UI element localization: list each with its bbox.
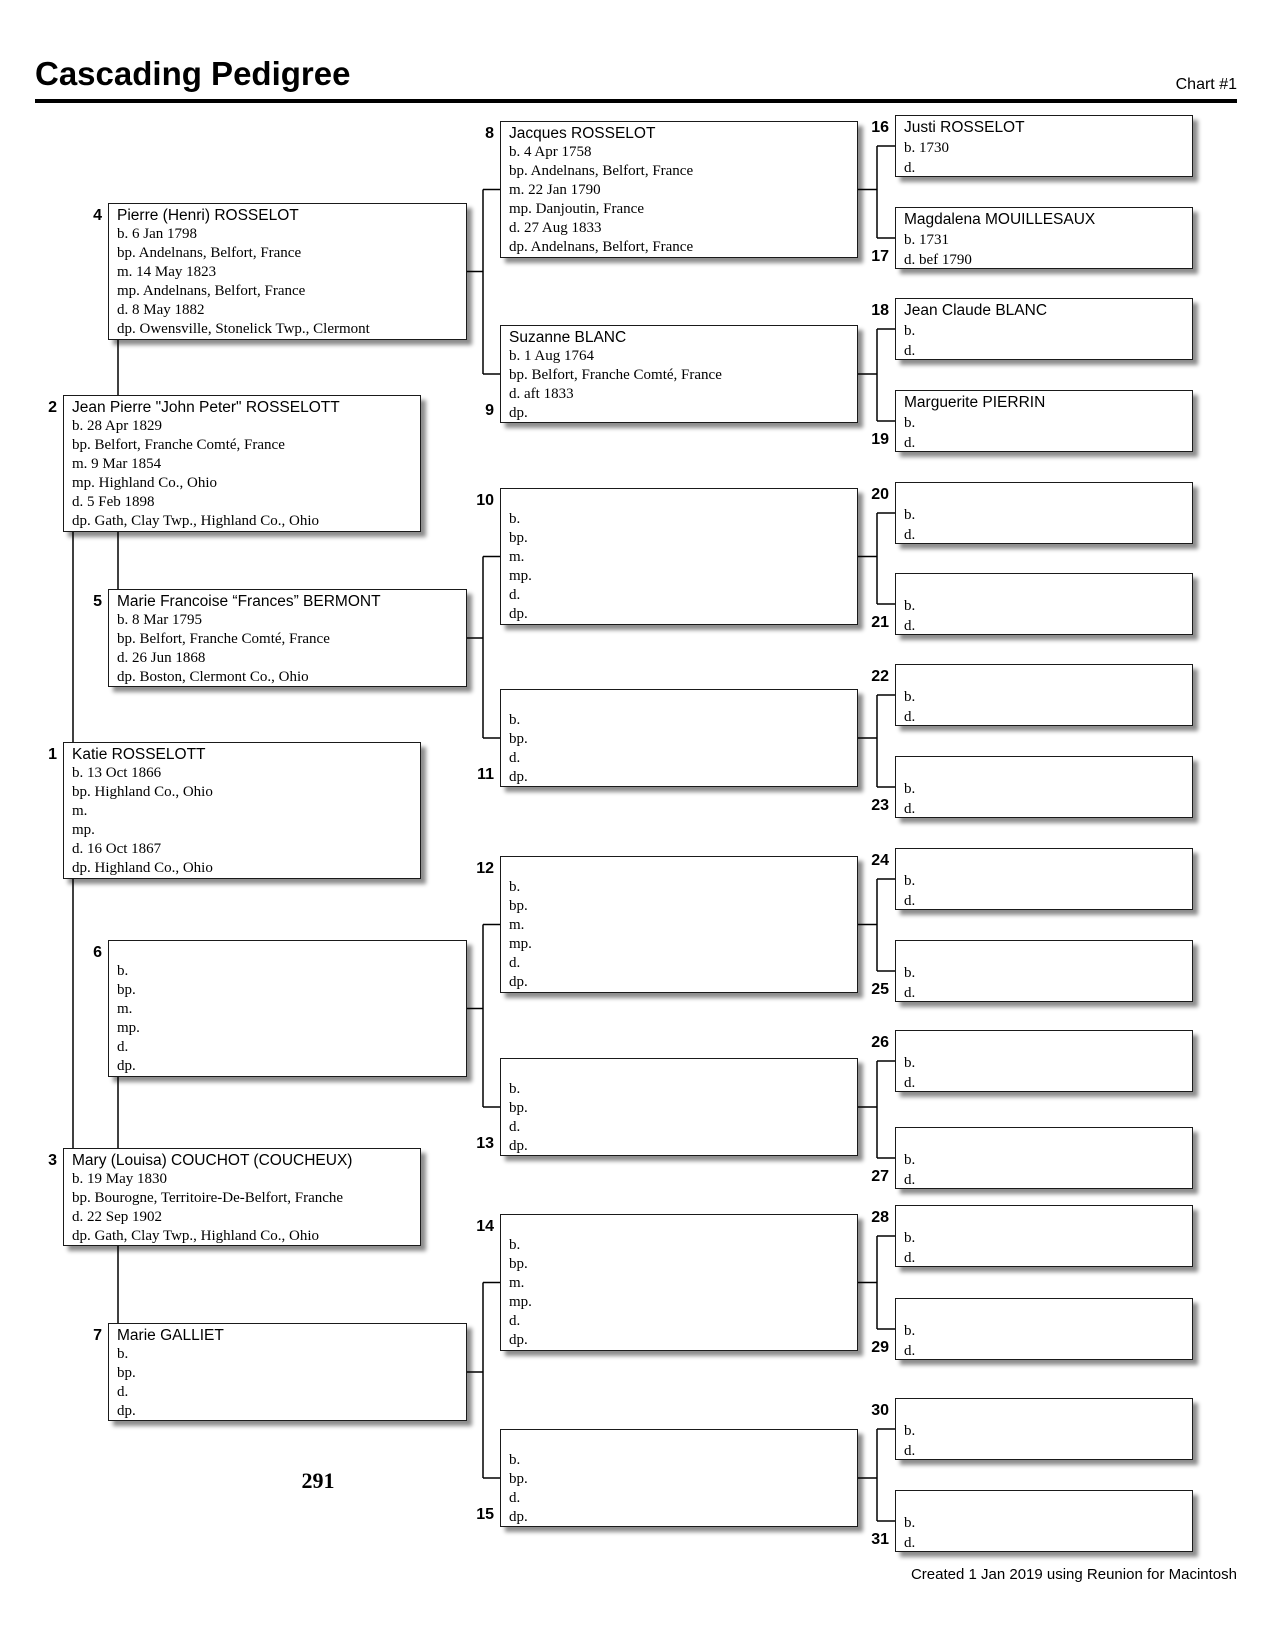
person-detail-10-2: m.: [509, 549, 525, 565]
person-number-13: 13: [476, 1135, 494, 1152]
person-detail-25-1: d.: [904, 985, 916, 1001]
person-box-5: [108, 589, 467, 687]
person-number-30: 30: [871, 1402, 889, 1419]
person-detail-21-1: d.: [904, 618, 916, 634]
person-detail-18-1: d.: [904, 343, 916, 359]
person-number-11: 11: [477, 766, 494, 783]
person-detail-12-2: m.: [509, 917, 525, 933]
person-detail-5-3: dp. Boston, Clermont Co., Ohio: [117, 669, 309, 685]
person-number-4: 4: [93, 207, 102, 224]
person-detail-7-0: b.: [117, 1346, 129, 1362]
person-detail-6-5: dp.: [117, 1058, 136, 1074]
person-number-21: 21: [871, 614, 889, 631]
person-name-7: Marie GALLIET: [117, 1327, 224, 1344]
person-detail-30-0: b.: [904, 1423, 916, 1439]
person-name-22: [904, 667, 1186, 687]
person-detail-12-5: dp.: [509, 974, 528, 990]
person-detail-15-1: bp.: [509, 1471, 528, 1487]
person-number-27: 27: [871, 1168, 889, 1185]
person-detail-6-2: m.: [117, 1001, 133, 1017]
person-box-6: [108, 940, 467, 1077]
person-detail-30-1: d.: [904, 1443, 916, 1459]
person-detail-2-0: b. 28 Apr 1829: [72, 418, 162, 434]
person-detail-22-0: b.: [904, 689, 916, 705]
person-detail-18-0: b.: [904, 323, 916, 339]
person-detail-14-3: mp.: [509, 1294, 532, 1310]
person-detail-9-2: d. aft 1833: [509, 386, 574, 402]
person-detail-14-0: b.: [509, 1237, 521, 1253]
person-number-29: 29: [871, 1339, 889, 1356]
person-name-5: Marie Francoise “Frances” BERMONT: [117, 593, 381, 610]
person-number-12: 12: [476, 860, 494, 877]
person-detail-14-1: bp.: [509, 1256, 528, 1272]
person-name-12: [509, 859, 851, 878]
person-box-29: [895, 1298, 1193, 1360]
person-detail-9-0: b. 1 Aug 1764: [509, 348, 595, 364]
person-detail-24-0: b.: [904, 873, 916, 889]
person-box-7: [108, 1323, 467, 1421]
person-name-19: Marguerite PIERRIN: [904, 394, 1046, 411]
person-detail-27-0: b.: [904, 1152, 916, 1168]
person-name-3: Mary (Louisa) COUCHOT (COUCHEUX): [72, 1152, 353, 1169]
person-number-24: 24: [871, 852, 889, 869]
person-detail-4-3: mp. Andelnans, Belfort, France: [117, 283, 306, 299]
person-detail-1-3: mp.: [72, 822, 95, 838]
person-box-30: [895, 1398, 1193, 1460]
person-detail-15-3: dp.: [509, 1509, 528, 1525]
person-detail-1-0: b. 13 Oct 1866: [72, 765, 162, 781]
person-number-9: 9: [485, 402, 494, 419]
person-number-31: 31: [871, 1531, 889, 1548]
person-detail-4-4: d. 8 May 1882: [117, 302, 205, 318]
person-name-16: Justi ROSSELOT: [904, 119, 1025, 136]
person-detail-19-0: b.: [904, 415, 916, 431]
page-number: 291: [301, 1468, 335, 1493]
person-name-30: [904, 1401, 1186, 1421]
person-box-11: [500, 689, 858, 787]
person-detail-13-2: d.: [509, 1119, 521, 1135]
person-number-16: 16: [871, 119, 889, 136]
person-box-12: [500, 856, 858, 993]
person-name-31: [904, 1493, 1186, 1513]
person-detail-6-3: mp.: [117, 1020, 140, 1036]
person-detail-14-2: m.: [509, 1275, 525, 1291]
person-detail-7-2: d.: [117, 1384, 129, 1400]
person-number-8: 8: [485, 125, 494, 142]
person-detail-23-0: b.: [904, 781, 916, 797]
person-name-17: Magdalena MOUILLESAUX: [904, 211, 1096, 228]
person-number-22: 22: [871, 668, 889, 685]
person-detail-4-1: bp. Andelnans, Belfort, France: [117, 245, 302, 261]
person-name-20: [904, 485, 1186, 505]
person-detail-21-0: b.: [904, 598, 916, 614]
person-number-6: 6: [93, 944, 102, 961]
person-detail-26-0: b.: [904, 1055, 916, 1071]
person-name-2: Jean Pierre "John Peter" ROSSELOTT: [72, 399, 340, 416]
person-name-4: Pierre (Henri) ROSSELOT: [117, 207, 299, 224]
person-detail-9-1: bp. Belfort, Franche Comté, France: [509, 367, 722, 383]
person-detail-16-1: d.: [904, 160, 916, 176]
person-box-21: [895, 573, 1193, 635]
person-detail-11-1: bp.: [509, 731, 528, 747]
person-detail-19-1: d.: [904, 435, 916, 451]
person-detail-2-4: d. 5 Feb 1898: [72, 494, 155, 510]
person-detail-8-2: m. 22 Jan 1790: [509, 182, 601, 198]
person-name-23: [904, 759, 1186, 779]
person-detail-7-3: dp.: [117, 1403, 136, 1419]
person-detail-6-0: b.: [117, 963, 129, 979]
person-detail-9-3: dp.: [509, 405, 528, 421]
person-detail-12-0: b.: [509, 879, 521, 895]
person-detail-8-5: dp. Andelnans, Belfort, France: [509, 239, 694, 255]
person-name-6: [117, 943, 460, 962]
person-number-10: 10: [476, 492, 494, 509]
person-detail-23-1: d.: [904, 801, 916, 817]
person-detail-4-0: b. 6 Jan 1798: [117, 226, 197, 242]
person-name-13: [509, 1061, 851, 1080]
person-detail-13-0: b.: [509, 1081, 521, 1097]
person-box-24: [895, 848, 1193, 910]
person-detail-28-1: d.: [904, 1250, 916, 1266]
person-detail-10-3: mp.: [509, 568, 532, 584]
person-number-5: 5: [93, 593, 102, 610]
person-detail-14-4: d.: [509, 1313, 521, 1329]
person-detail-10-4: d.: [509, 587, 521, 603]
person-number-1: 1: [48, 746, 57, 763]
person-box-25: [895, 940, 1193, 1002]
person-box-14: [500, 1214, 858, 1351]
person-detail-10-5: dp.: [509, 606, 528, 622]
person-name-11: [509, 692, 851, 711]
person-detail-3-0: b. 19 May 1830: [72, 1171, 167, 1187]
person-name-8: Jacques ROSSELOT: [509, 125, 656, 142]
person-detail-1-4: d. 16 Oct 1867: [72, 841, 162, 857]
person-box-1: [63, 742, 421, 879]
person-box-8: [500, 121, 858, 258]
person-box-9: [500, 325, 858, 423]
created-note: Created 1 Jan 2019 using Reunion for Macintosh: [910, 1566, 1237, 1583]
person-box-19: [895, 390, 1193, 452]
person-detail-28-0: b.: [904, 1230, 916, 1246]
person-name-9: Suzanne BLANC: [509, 329, 627, 346]
person-detail-2-1: bp. Belfort, Franche Comté, France: [72, 437, 285, 453]
person-detail-13-1: bp.: [509, 1100, 528, 1116]
person-number-14: 14: [476, 1218, 494, 1235]
person-box-26: [895, 1030, 1193, 1092]
person-detail-24-1: d.: [904, 893, 916, 909]
person-detail-7-1: bp.: [117, 1365, 136, 1381]
person-name-24: [904, 851, 1186, 871]
person-box-15: [500, 1429, 858, 1527]
person-detail-4-2: m. 14 May 1823: [117, 264, 217, 280]
person-box-2: [63, 395, 421, 532]
person-detail-17-1: d. bef 1790: [904, 252, 972, 268]
person-detail-22-1: d.: [904, 709, 916, 725]
person-detail-15-2: d.: [509, 1490, 521, 1506]
person-name-27: [904, 1130, 1186, 1150]
person-detail-27-1: d.: [904, 1172, 916, 1188]
person-number-25: 25: [871, 981, 889, 998]
person-name-25: [904, 943, 1186, 963]
person-detail-10-1: bp.: [509, 530, 528, 546]
person-detail-12-1: bp.: [509, 898, 528, 914]
person-detail-31-1: d.: [904, 1535, 916, 1551]
person-number-2: 2: [48, 399, 57, 416]
person-name-26: [904, 1033, 1186, 1053]
person-detail-3-2: d. 22 Sep 1902: [72, 1209, 162, 1225]
person-box-13: [500, 1058, 858, 1156]
person-name-10: [509, 491, 851, 510]
person-box-18: [895, 298, 1193, 360]
person-detail-8-4: d. 27 Aug 1833: [509, 220, 602, 236]
person-detail-5-2: d. 26 Jun 1868: [117, 650, 206, 666]
person-box-22: [895, 664, 1193, 726]
person-box-4: [108, 203, 467, 340]
person-detail-29-1: d.: [904, 1343, 916, 1359]
person-number-28: 28: [871, 1209, 889, 1226]
person-detail-4-5: dp. Owensville, Stonelick Twp., Clermont: [117, 321, 370, 337]
person-box-20: [895, 482, 1193, 544]
person-detail-8-3: mp. Danjoutin, France: [509, 201, 644, 217]
person-detail-1-1: bp. Highland Co., Ohio: [72, 784, 213, 800]
person-box-3: [63, 1148, 421, 1246]
person-detail-2-2: m. 9 Mar 1854: [72, 456, 162, 472]
person-detail-2-5: dp. Gath, Clay Twp., Highland Co., Ohio: [72, 513, 319, 529]
person-box-17: [895, 207, 1193, 269]
person-number-17: 17: [871, 248, 889, 265]
chart-number-label: Chart #1: [1175, 76, 1237, 93]
person-name-1: Katie ROSSELOTT: [72, 746, 206, 763]
person-number-19: 19: [871, 431, 889, 448]
person-detail-8-1: bp. Andelnans, Belfort, France: [509, 163, 694, 179]
person-detail-17-0: b. 1731: [904, 232, 949, 248]
person-box-16: [895, 115, 1193, 177]
person-box-10: [500, 488, 858, 625]
person-box-28: [895, 1205, 1193, 1267]
person-detail-25-0: b.: [904, 965, 916, 981]
person-name-21: [904, 576, 1186, 596]
person-number-18: 18: [871, 302, 889, 319]
person-number-20: 20: [871, 486, 889, 503]
person-number-3: 3: [48, 1152, 57, 1169]
person-detail-16-0: b. 1730: [904, 140, 949, 156]
person-number-7: 7: [93, 1327, 102, 1344]
person-detail-2-3: mp. Highland Co., Ohio: [72, 475, 217, 491]
person-box-31: [895, 1490, 1193, 1552]
person-detail-5-0: b. 8 Mar 1795: [117, 612, 202, 628]
person-detail-10-0: b.: [509, 511, 521, 527]
person-box-27: [895, 1127, 1193, 1189]
person-detail-12-4: d.: [509, 955, 521, 971]
person-detail-8-0: b. 4 Apr 1758: [509, 144, 592, 160]
person-detail-11-3: dp.: [509, 769, 528, 785]
person-detail-20-0: b.: [904, 507, 916, 523]
person-detail-12-3: mp.: [509, 936, 532, 952]
person-name-28: [904, 1208, 1186, 1228]
page-title: Cascading Pedigree: [35, 55, 351, 92]
person-detail-6-1: bp.: [117, 982, 136, 998]
person-detail-1-2: m.: [72, 803, 88, 819]
person-number-15: 15: [476, 1506, 494, 1523]
person-detail-31-0: b.: [904, 1515, 916, 1531]
person-name-14: [509, 1217, 851, 1236]
person-detail-3-3: dp. Gath, Clay Twp., Highland Co., Ohio: [72, 1228, 319, 1244]
person-detail-15-0: b.: [509, 1452, 521, 1468]
person-detail-14-5: dp.: [509, 1332, 528, 1348]
person-number-23: 23: [871, 797, 889, 814]
person-detail-26-1: d.: [904, 1075, 916, 1091]
person-number-26: 26: [871, 1034, 889, 1051]
person-name-15: [509, 1432, 851, 1451]
person-detail-3-1: bp. Bourogne, Territoire-De-Belfort, Franche: [72, 1190, 344, 1206]
person-detail-20-1: d.: [904, 527, 916, 543]
person-name-18: Jean Claude BLANC: [904, 302, 1048, 319]
person-detail-1-5: dp. Highland Co., Ohio: [72, 860, 213, 876]
person-detail-11-0: b.: [509, 712, 521, 728]
person-detail-6-4: d.: [117, 1039, 129, 1055]
person-detail-29-0: b.: [904, 1323, 916, 1339]
person-detail-5-1: bp. Belfort, Franche Comté, France: [117, 631, 330, 647]
person-detail-11-2: d.: [509, 750, 521, 766]
person-detail-13-3: dp.: [509, 1138, 528, 1154]
person-box-23: [895, 756, 1193, 818]
person-name-29: [904, 1301, 1186, 1321]
